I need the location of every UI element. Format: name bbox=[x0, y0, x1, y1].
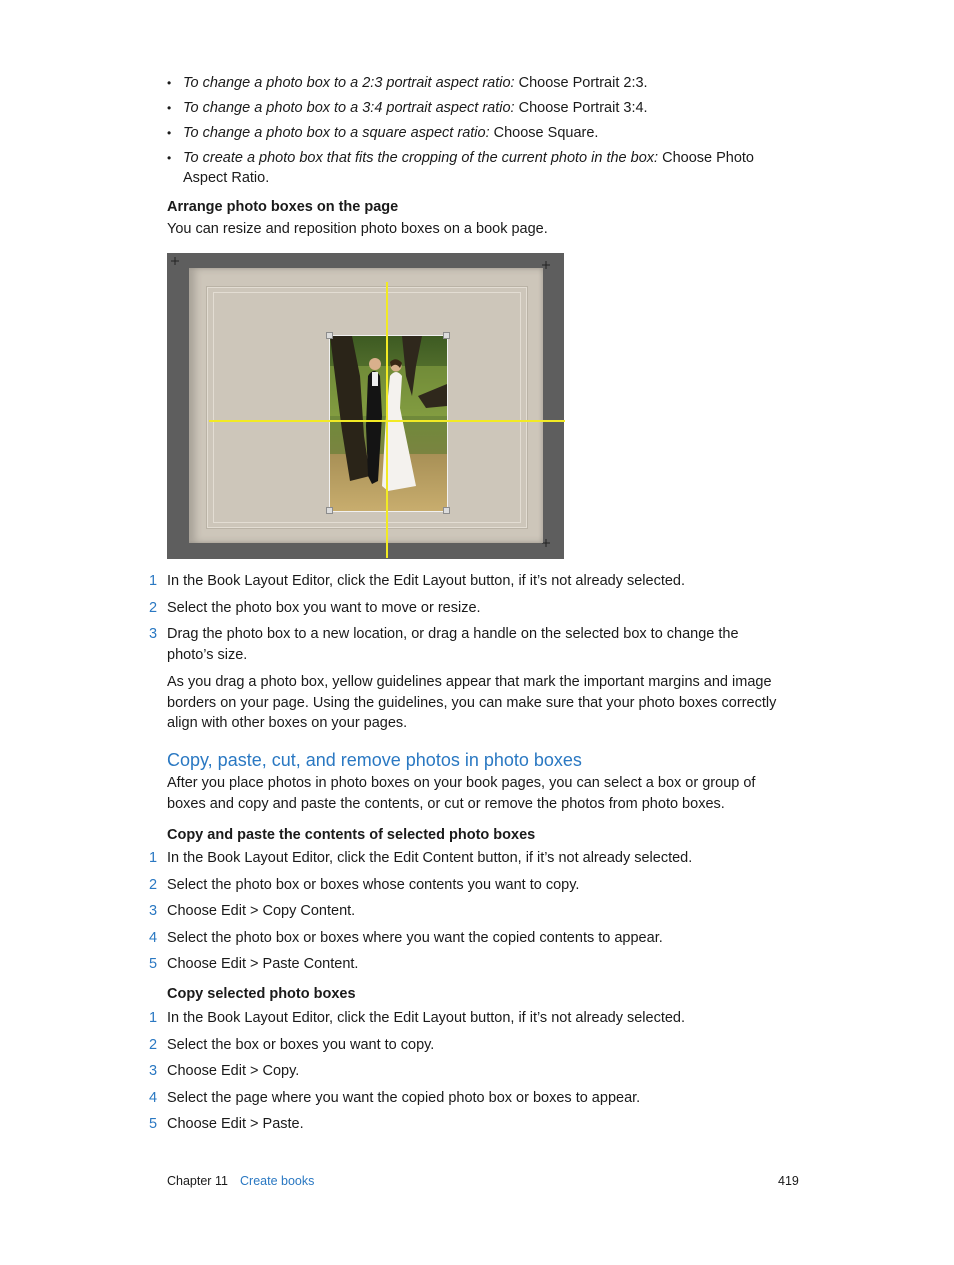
step-text: Choose Edit > Paste. bbox=[167, 1116, 304, 1132]
bullet-text: Choose Square. bbox=[489, 125, 599, 141]
copy-boxes-steps bbox=[147, 1008, 797, 1141]
step-text: Drag the photo box to a new location, or drag a handle on the selected box to change the photo’s size. bbox=[167, 626, 739, 663]
step-number: 2 bbox=[149, 1036, 158, 1053]
resize-handle-top-left[interactable] bbox=[326, 332, 333, 339]
section-heading: Copy, paste, cut, and remove photos in photo boxes bbox=[167, 750, 582, 770]
bullet-item bbox=[167, 123, 807, 143]
step-number: 5 bbox=[149, 1116, 158, 1132]
book-page bbox=[189, 268, 543, 543]
aspect-ratio-bullets bbox=[167, 73, 807, 193]
bullet-dot: • bbox=[167, 101, 172, 115]
bullet-item bbox=[167, 148, 758, 188]
step-number: 4 bbox=[149, 929, 158, 946]
arrange-intro: You can resize and reposition photo boxes on a book page. bbox=[167, 221, 548, 237]
section-intro: After you place photos in photo boxes on your book pages, you can select a box or group of boxes and copy and paste the contents, or cut or remove the photos from photo boxes. bbox=[167, 775, 756, 812]
copy-contents-heading: Copy and paste the contents of selected photo boxes bbox=[167, 827, 536, 843]
step-number: 5 bbox=[149, 956, 158, 972]
chapter-label: Chapter 11 bbox=[167, 1174, 228, 1188]
list-item bbox=[147, 1008, 797, 1029]
step-number: 3 bbox=[149, 1063, 158, 1079]
crop-mark-icon bbox=[171, 257, 179, 265]
step-text: Choose Edit > Paste Content. bbox=[167, 956, 359, 972]
list-item bbox=[147, 928, 797, 949]
list-item bbox=[147, 1114, 797, 1135]
bullet-dot: • bbox=[167, 151, 172, 165]
list-item bbox=[147, 1088, 797, 1109]
bullet-item bbox=[167, 73, 807, 93]
step-text: In the Book Layout Editor, click the Edit Layout button, if it’s not already selected. bbox=[167, 573, 686, 589]
arrange-steps bbox=[147, 571, 797, 671]
list-item bbox=[147, 571, 797, 592]
wedding-photo bbox=[330, 336, 447, 511]
copy-contents-steps bbox=[147, 848, 797, 981]
step-number: 2 bbox=[149, 876, 158, 893]
crop-mark-icon bbox=[542, 539, 550, 547]
step-number: 2 bbox=[149, 599, 158, 616]
bullet-lead: To create a photo box that fits the cropping of the current photo in the box: bbox=[183, 150, 659, 166]
step-text: Select the photo box or boxes whose contents you want to copy. bbox=[167, 876, 580, 893]
bullet-text: Choose Photo Aspect Ratio. bbox=[183, 150, 754, 186]
bullet-lead: To change a photo box to a square aspect ratio: bbox=[183, 125, 490, 141]
list-item bbox=[147, 875, 797, 896]
step-number: 1 bbox=[149, 1010, 158, 1026]
step-text: Select the box or boxes you want to copy. bbox=[167, 1036, 435, 1053]
step-text: In the Book Layout Editor, click the Edit Content button, if it’s not already selected. bbox=[167, 850, 693, 866]
bullet-lead: To change a photo box to a 2:3 portrait aspect ratio: bbox=[183, 75, 515, 91]
step-text: Choose Edit > Copy. bbox=[167, 1063, 300, 1079]
bullet-dot: • bbox=[167, 126, 172, 140]
photo-box[interactable] bbox=[329, 335, 448, 512]
list-item bbox=[147, 954, 797, 975]
arrange-heading: Arrange photo boxes on the page bbox=[167, 199, 399, 215]
step-number: 4 bbox=[149, 1089, 158, 1106]
step-number: 1 bbox=[149, 573, 158, 589]
list-item bbox=[147, 848, 797, 869]
resize-handle-bottom-left[interactable] bbox=[326, 507, 333, 514]
bullet-text: Choose Portrait 2:3. bbox=[514, 75, 648, 91]
list-item bbox=[147, 901, 797, 922]
step-text: Select the photo box you want to move or resize. bbox=[167, 599, 481, 616]
bullet-text: Choose Portrait 3:4. bbox=[514, 100, 648, 116]
step-text: In the Book Layout Editor, click the Edit Layout button, if it’s not already selected. bbox=[167, 1010, 686, 1026]
bullet-lead: To change a photo box to a 3:4 portrait aspect ratio: bbox=[183, 100, 515, 116]
bullet-dot: • bbox=[167, 76, 172, 90]
crop-mark-icon bbox=[542, 261, 550, 269]
step-text: Choose Edit > Copy Content. bbox=[167, 903, 356, 919]
step-number: 1 bbox=[149, 850, 158, 866]
resize-handle-top-right[interactable] bbox=[443, 332, 450, 339]
bullet-item bbox=[167, 98, 807, 118]
list-item bbox=[147, 1061, 797, 1082]
step-number: 3 bbox=[149, 903, 158, 919]
chapter-link[interactable]: Create books bbox=[240, 1174, 315, 1188]
list-item bbox=[147, 598, 797, 619]
resize-handle-bottom-right[interactable] bbox=[443, 507, 450, 514]
page-number: 419 bbox=[778, 1174, 799, 1188]
step-number: 3 bbox=[149, 626, 158, 642]
book-layout-figure bbox=[167, 253, 564, 559]
horizontal-guideline bbox=[209, 420, 565, 422]
copy-boxes-heading: Copy selected photo boxes bbox=[167, 986, 356, 1002]
list-item bbox=[147, 1035, 797, 1056]
list-item bbox=[147, 624, 767, 665]
step-text: Select the photo box or boxes where you want the copied contents to appear. bbox=[167, 929, 663, 946]
guidelines-note: As you drag a photo box, yellow guidelines appear that mark the important margins and image borders on your page. Using the guidelines, you can make sure that your photo boxes correctly align with other boxes on your pages. bbox=[167, 674, 777, 731]
step-text: Select the page where you want the copied photo box or boxes to appear. bbox=[167, 1089, 641, 1106]
